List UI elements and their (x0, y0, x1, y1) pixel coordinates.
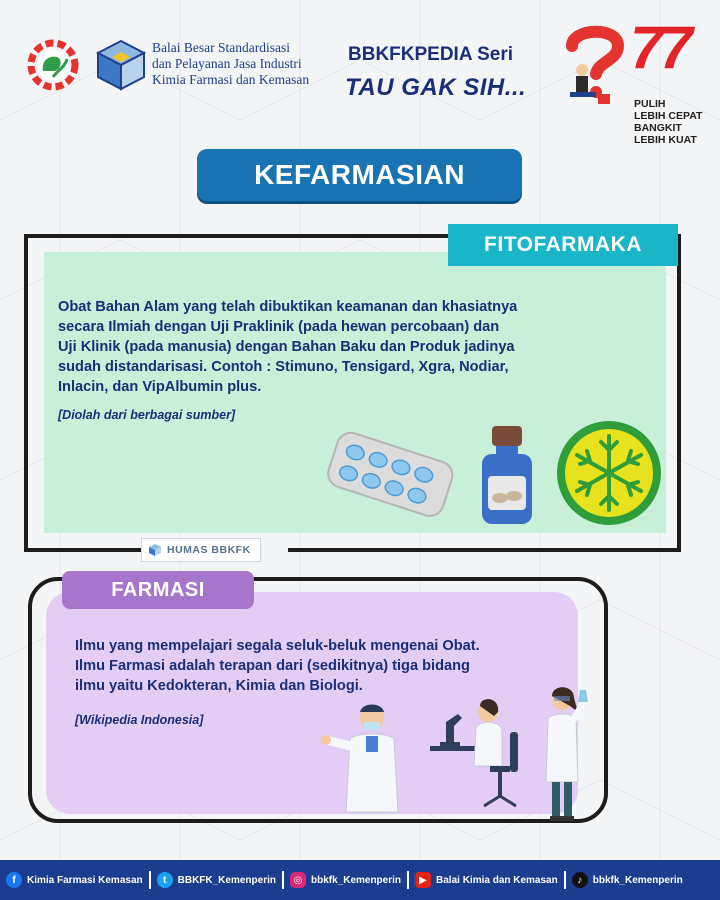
organization-name (152, 40, 342, 88)
footer-separator (149, 871, 151, 889)
kemenperin-gear-logo (18, 34, 88, 96)
youtube-icon: ▶ (415, 872, 431, 888)
text-line: Ilmu yang mempelajari segala seluk-beluk mengenai Obat. (75, 638, 480, 654)
source-note: [Wikipedia Indonesia] (75, 713, 204, 727)
text-line: Obat Bahan Alam yang telah dibuktikan keamanan dan khasiatnya (58, 299, 518, 315)
anniversary-77-logo: 77 (630, 14, 689, 81)
footer-tiktok-label: bbkfk_Kemenperin (592, 874, 683, 886)
footer-separator (407, 871, 409, 889)
tagline-line: LEBIH CEPAT (634, 110, 703, 122)
footer-instagram-link[interactable] (290, 872, 401, 888)
source-note: [Diolah dari berbagai sumber] (58, 408, 236, 422)
footer-instagram-label: bbkfk_Kemenperin (310, 874, 402, 886)
blister-pack-icon (322, 432, 456, 518)
scientist-microscope-illustration-icon (428, 688, 524, 814)
text-line: Uji Klinik (pada manusia) dengan Bahan Baku dan Produk jadinya (58, 339, 515, 355)
farmasi-tab: FARMASI (62, 571, 254, 609)
footer-twitter-link[interactable] (157, 872, 276, 888)
question-mark-mascot-icon (562, 22, 628, 108)
scientist-flask-illustration-icon (534, 682, 594, 828)
tagline-line: BANGKIT (634, 122, 682, 134)
org-line: Kimia Farmasi dan Kemasan (152, 72, 310, 87)
text-line: sudah distandarisasi. Contoh : Stimuno, Tensigard, Xgra, Nodiar, (58, 359, 509, 375)
bbkfk-cube-logo (94, 38, 148, 92)
fitofarmaka-tab: FITOFARMAKA (448, 224, 678, 266)
frame-gap (258, 548, 288, 556)
tagline-line: PULIH (634, 98, 666, 110)
humas-badge (141, 538, 261, 562)
text-line: ilmu yaitu Kedokteran, Kimia dan Biologi. (75, 678, 363, 694)
page-title: KEFARMASIAN (197, 149, 522, 201)
text-line: secara Ilmiah dengan Uji Praklinik (pada hewan percobaan) dan (58, 319, 500, 335)
fitofarmaka-description (58, 297, 578, 425)
footer-facebook-link[interactable] (6, 872, 143, 888)
footer-social-bar (0, 860, 720, 900)
org-line: Balai Besar Standardisasi (152, 40, 290, 55)
tagline-line: LEBIH KUAT (634, 134, 697, 146)
medicine-bottle-icon (478, 424, 536, 526)
bbkfk-cube-icon (148, 543, 162, 557)
fitofarmaka-logo-icon (554, 418, 664, 528)
facebook-icon: f (6, 872, 22, 888)
footer-youtube-label: Balai Kimia dan Kemasan (436, 874, 558, 886)
twitter-icon: t (157, 872, 173, 888)
instagram-icon: ◎ (290, 872, 306, 888)
series-title: BBKFKPEDIA Seri (348, 44, 514, 65)
series-subtitle: TAU GAK SIH... (345, 74, 527, 101)
text-line: Inlacin, dan VipAlbumin plus. (58, 379, 262, 395)
tiktok-icon: ♪ (572, 872, 588, 888)
footer-youtube-link[interactable] (415, 872, 558, 888)
footer-facebook-label: Kimia Farmasi Kemasan (27, 874, 143, 886)
pharmacist-illustration-icon (320, 700, 420, 820)
footer-separator (282, 871, 284, 889)
org-line: dan Pelayanan Jasa Industri (152, 56, 302, 71)
footer-tiktok-link[interactable] (572, 872, 683, 888)
footer-separator (564, 871, 566, 889)
footer-twitter-label: BBKFK_Kemenperin (177, 874, 276, 886)
humas-label: HUMAS BBKFK (167, 544, 251, 556)
text-line: Ilmu Farmasi adalah terapan dari (sedikitnya) tiga bidang (75, 658, 470, 674)
